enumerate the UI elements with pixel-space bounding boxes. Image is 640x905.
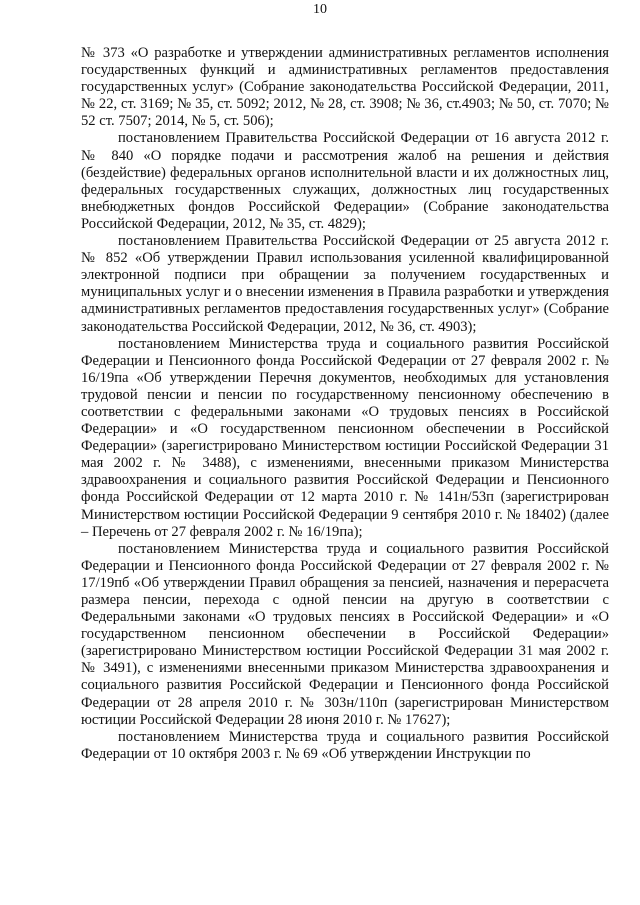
paragraph: постановлением Министерства труда и социального развития Российской Федерации и Пенсионного фонда Российской Федерации от 27 февраля 2002 г. № 17/19пб «Об утверждении Правил обращения за пенсией, назначения и перерасчета размера пенсии, перехода с одной пенсии на другую в соответствии с Федеральными законами «О трудовых пенсиях в Российской Федерации» и «О государственном пенсионном обеспечении в Российской Федерации» (зарегистрировано Министерством юстиции Российской Федерации 31 мая 2002 г. № 3491), с изменениями внесенными приказом Министерства здравоохранения и социального развития Российской Федерации и Пенсионного фонда Российской Федерации от 28 апреля 2010 г. № 303н/110п (зарегистрирован Министерством юстиции Российской Федерации 28 июня 2010 г. № 17627); bbox=[81, 540, 609, 728]
paragraph: постановлением Министерства труда и социального развития Российской Федерации от 10 октября 2003 г. № 69 «Об утверждении Инструкции по bbox=[81, 728, 609, 762]
paragraph: постановлением Правительства Российской Федерации от 25 августа 2012 г. № 852 «Об утверждении Правил использования усиленной квалифицированной электронной подписи при обращении за получением государственных и муниципальных услуг и о внесении изменения в Правила разработки и утверждения административных регламентов предоставления государственных услуг» (Собрание законодательства Российской Федерации, 2012, № 36, ст. 4903); bbox=[81, 233, 609, 335]
paragraph: постановлением Правительства Российской Федерации от 16 августа 2012 г. № 840 «О порядке подачи и рассмотрения жалоб на решения и действия (бездействие) федеральных органов исполнительной власти и их должностных лиц, федеральных государственных служащих, должностных лиц государственных внебюджетных фондов Российской Федерации» (Собрание законодательства Российской Федерации, 2012, № 35, ст. 4829); bbox=[81, 130, 609, 232]
document-body bbox=[81, 45, 609, 763]
paragraph: постановлением Министерства труда и социального развития Российской Федерации и Пенсионного фонда Российской Федерации от 27 февраля 2002 г. № 16/19па «Об утверждении Перечня документов, необходимых для установления трудовой пенсии и пенсии по государственному пенсионному обеспечению в соответствии с федеральными законами «О трудовых пенсиях в Российской Федерации» и «О государственном пенсионном обеспечении в Российской Федерации» (зарегистрировано Министерством юстиции Российской Федерации 31 мая 2002 г. № 3488), с изменениями, внесенными приказом Министерства здравоохранения и социального развития Российской Федерации и Пенсионного фонда Российской Федерации от 12 марта 2010 г. № 141н/53п (зарегистрирован Министерством юстиции Российской Федерации 9 сентября 2010 г. № 18402) (далее – Перечень от 27 февраля 2002 г. № 16/19па); bbox=[81, 335, 609, 540]
page-number: 10 bbox=[313, 2, 327, 17]
paragraph-continuation: № 373 «О разработке и утверждении административных регламентов исполнения государственных функций и административных регламентов предоставления государственных услуг» (Собрание законодательства Российской Федерации, 2011, № 22, ст. 3169; № 35, ст. 5092; 2012, № 28, ст. 3908; № 36, ст.4903; № 50, ст. 7070; № 52 ст. 7507; 2014, № 5, ст. 506); bbox=[81, 45, 609, 130]
